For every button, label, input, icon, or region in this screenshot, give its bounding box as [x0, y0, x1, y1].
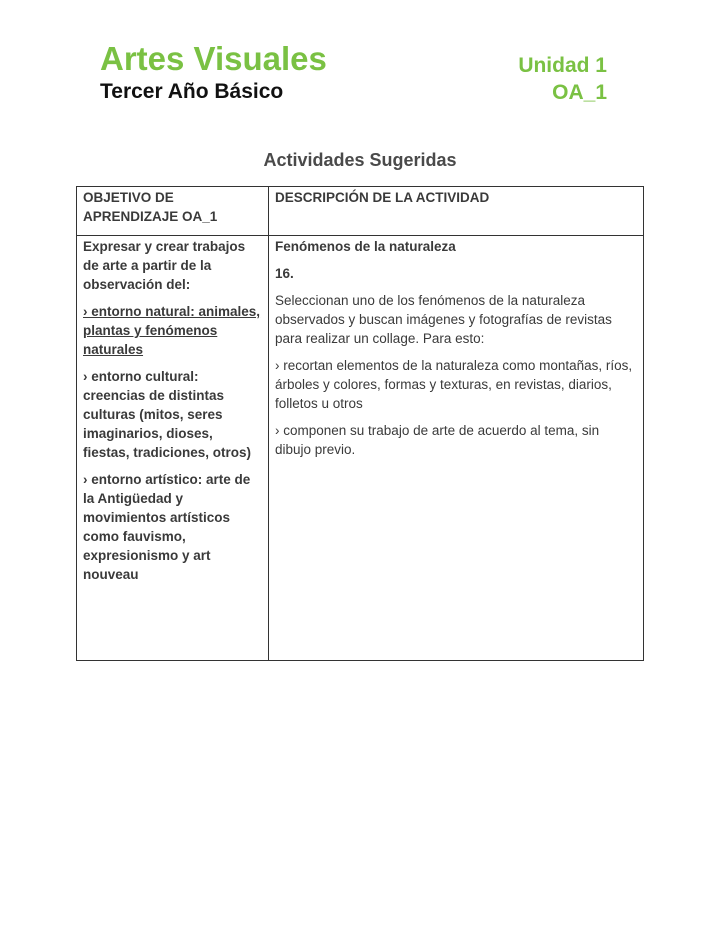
unit-label: Unidad 1	[518, 54, 607, 77]
description-header-text: DESCRIPCIÓN DE LA ACTIVIDAD	[275, 190, 490, 205]
objective-header-text: OBJETIVO DE APRENDIZAJE OA_1	[83, 190, 218, 224]
objective-item-artistico: › entorno artístico: arte de la Antigüedad y movimientos artísticos como fauvismo, expresionismo y art nouveau	[83, 472, 251, 582]
document-title: Artes Visuales	[100, 40, 327, 77]
description-header	[269, 187, 644, 236]
document-subtitle: Tercer Año Básico	[100, 80, 284, 103]
activities-table	[76, 186, 644, 661]
table-header-row	[77, 187, 644, 236]
activity-step-1: › recortan elementos de la naturaleza como montañas, ríos, árboles y colores, formas y texturas, en revistas, diarios, folletos u otros	[275, 358, 633, 411]
objective-item-natural: › entorno natural: animales, plantas y fenómenos naturales	[83, 304, 261, 357]
activity-heading: Fenómenos de la naturaleza	[275, 239, 456, 254]
activity-step-2: › componen su trabajo de arte de acuerdo al tema, sin dibujo previo.	[275, 423, 600, 457]
objective-header	[77, 187, 269, 236]
oa-label: OA_1	[552, 81, 607, 104]
activity-paragraph: Seleccionan uno de los fenómenos de la naturaleza observados y buscan imágenes y fotografías de revistas para realizar un collage. Para esto:	[275, 293, 612, 346]
activity-number: 16.	[275, 266, 294, 281]
objective-item-cultural: › entorno cultural: creencias de distintas culturas (mitos, seres imaginarios, dioses, fiestas, tradiciones, otros)	[83, 369, 252, 460]
objective-cell	[77, 236, 269, 661]
table-row	[77, 236, 644, 661]
section-title: Actividades Sugeridas	[263, 150, 457, 170]
description-cell	[269, 236, 644, 661]
objective-intro: Expresar y crear trabajos de arte a partir de la observación del:	[83, 239, 246, 292]
